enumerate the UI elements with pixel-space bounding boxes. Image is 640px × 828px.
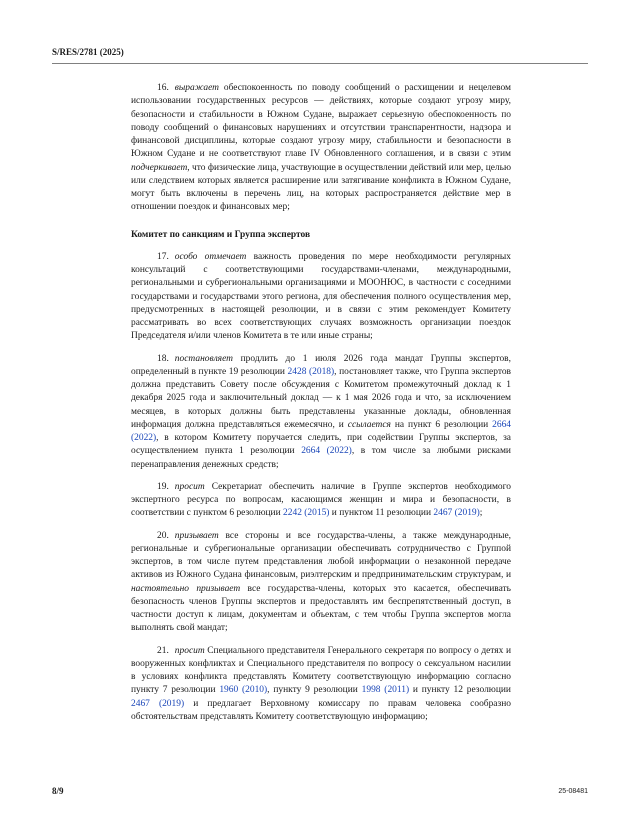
paragraph-text: и пункту 12 резолюции: [409, 685, 511, 696]
operative-verb: постановляет: [174, 353, 233, 364]
paragraph-text: важность проведения по мере необходимости регулярных консультаций с соответствующими государствами-членами, международными, региональными и субрегиональными организациями и МООНЮС, в частности с соседними государствами и государствами этого региона, для обеспечения полного осуществления мер, предусмотренных в настоящей резолюции, и в связи с этим рекомендует Комитету рассматривать во всех соответствующих случаях возможность организации поездок Председателя и/или членов Комитета в те или иные страны;: [131, 251, 511, 342]
document-symbol: S/RES/2781 (2025): [52, 47, 124, 57]
paragraph-text: , пункту 9 резолюции: [267, 685, 362, 696]
paragraph-text: на пункт 6 резолюции: [390, 419, 493, 430]
resolution-link[interactable]: 2242 (2015): [283, 508, 330, 519]
resolution-link[interactable]: 2664 (2022): [131, 419, 511, 443]
paragraph-19: [131, 481, 511, 521]
resolution-link[interactable]: 2664 (2022): [301, 446, 352, 457]
document-code: 25-08481: [558, 788, 588, 795]
paragraph-20: [131, 530, 511, 636]
resolution-link[interactable]: 2467 (2019): [433, 508, 480, 519]
operative-verb: ссылается: [347, 419, 391, 430]
paragraph-21: [131, 645, 511, 725]
paragraph-text: , постановляет также, что Группа экспертов должна представить Совету после обсуждения с Комитетом промежуточный доклад к 1 декабря 2025 года и заключительный доклад — к 1 мая 2026 года и что, за исключением месяцев, в которых должны быть представлены указанные доклады, обновленная информация должна представляться ежемесячно, и: [131, 366, 511, 430]
operative-verb: просит: [174, 645, 205, 656]
paragraph-text: , в том числе за любыми рисками перенаправления денежных средств;: [131, 446, 511, 470]
operative-verb: особо отмечает: [174, 251, 247, 262]
paragraph-number: 16.: [157, 83, 169, 93]
section-heading: Комитет по санкциям и Группа экспертов: [131, 229, 311, 240]
header-divider: [52, 63, 588, 64]
paragraph-text: Специального представителя Генерального секретаря по вопросу о детях и вооруженных конфликтах и Специального представителя по вопросу о сексуальном насилии в условиях конфликта представлять Комитету соответствующую информацию согласно пункту 7 резолюции: [131, 645, 511, 696]
paragraph-16: [131, 82, 511, 215]
resolution-link[interactable]: 1960 (2010): [219, 685, 268, 696]
paragraph-text: , что физические лица, участвующие в осуществлении действий или мер, целью или следствием которых является расширение или затягивание конфликта в Южном Судане, могут быть включены в перечень лиц, на которых распространяется действие мер в отношении поездок и финансовых мер;: [131, 162, 511, 213]
paragraph-number: 21.: [157, 645, 169, 656]
paragraph-text: и предлагает Верховному комиссару по правам человека сообразно обстоятельствам представлять Комитету соответствующую информацию;: [131, 698, 511, 722]
paragraph-number: 17.: [157, 251, 169, 262]
paragraph-text: , в котором Комитету поручается следить, при содействии Группы экспертов, за осуществлением пункта 1 резолюции: [131, 433, 511, 457]
page-number: 8/9: [52, 786, 64, 796]
paragraph-text: и пунктом 11 резолюции: [329, 508, 434, 519]
resolution-link[interactable]: 1998 (2011): [361, 685, 410, 696]
resolution-link[interactable]: 2428 (2018): [287, 366, 335, 377]
document-body: [131, 82, 511, 733]
resolution-link[interactable]: 2467 (2019): [131, 698, 185, 709]
paragraph-text: Секретариат обеспечить наличие в Группе экспертов необходимого экспертного ресурса по вопросам, касающимся женщин и мира и безопасности, в соответствии с пунктом 6 резолюции: [131, 481, 511, 519]
operative-verb: просит: [174, 481, 205, 492]
paragraph-text: обеспокоенность по поводу сообщений о расхищении и нецелевом использовании государственных ресурсов — действиях, которые создают угрозу миру, безопасности и стабильности в Южном Судане, выражает серьезную обеспокоенность по поводу сообщений о финансовых нарушениях и отсутствии транспарентности, надзора и финансовой дисциплины, которые создают угрозу миру, стабильности и безопасности в Южном Судане и не соответствуют главе IV Обновленного соглашения, и в связи с этим: [131, 83, 511, 160]
paragraph-number: 18.: [157, 353, 169, 364]
paragraph-number: 19.: [157, 481, 169, 492]
paragraph-number: 20.: [157, 530, 169, 541]
paragraph-text: все стороны и все государства-члены, а также международные, региональные и субрегиональные организации обеспечивать сотрудничество с Группой экспертов, в том числе путем представления любой информации о незаконной передаче активов из Южного Судана финансовым, риэлтерским и предпринимательским структурам, и: [131, 530, 511, 581]
paragraph-text: ;: [479, 508, 483, 519]
paragraph-17: [131, 251, 511, 344]
operative-verb: подчеркивает: [131, 162, 188, 173]
paragraph-18: [131, 353, 511, 472]
operative-verb: настоятельно призывает: [131, 583, 241, 594]
operative-verb: призывает: [174, 530, 219, 541]
paragraph-text: продлить до 1 июля 2026 года мандат Группы экспертов, определенный в пункте 19 резолюции: [131, 353, 511, 377]
paragraph-text: все государства-члены, которых это касается, обеспечивать безопасность членов Группы экспертов и предоставлять им беспрепятственный доступ, в частности доступ к лицам, документам и объектам, с тем чтобы Группа экспертов могла выполнять свой мандат;: [131, 583, 511, 634]
operative-verb: выражает: [174, 83, 219, 93]
